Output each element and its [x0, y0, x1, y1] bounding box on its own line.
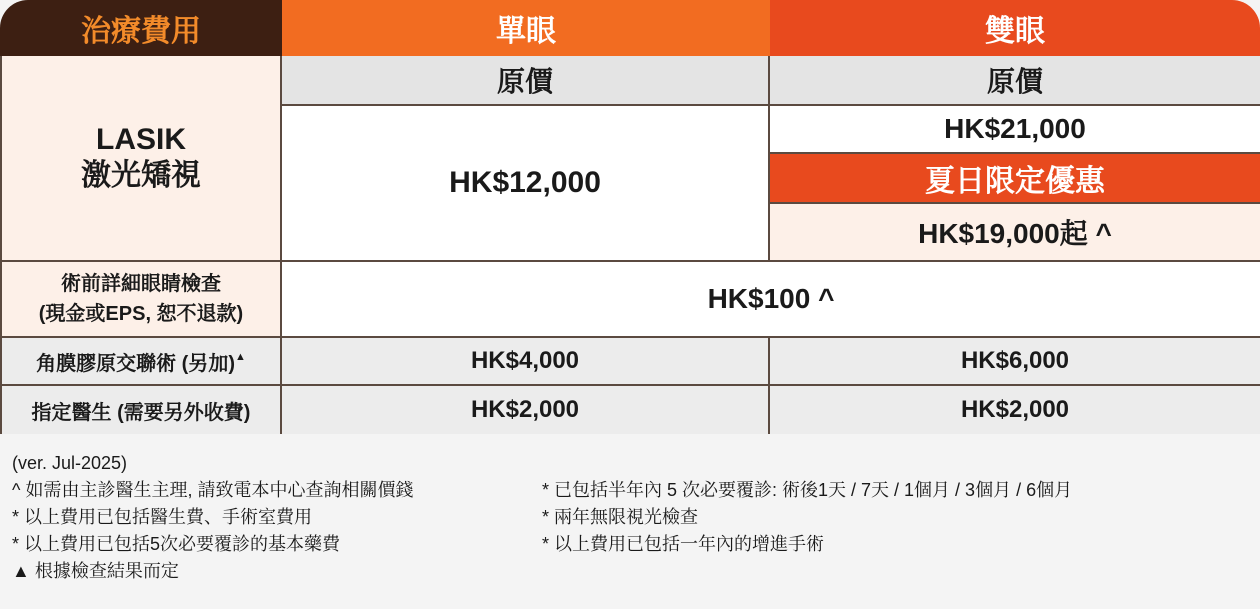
note-item: * 已包括半年內 5 次必要覆診: 術後1天 / 7天 / 1個月 / 3個月 / 6個月	[542, 480, 1073, 500]
summer-promo-price: HK$19,000起 ^	[770, 204, 1260, 262]
preop-exam-price: HK$100 ^	[282, 262, 1260, 338]
notes-left	[12, 450, 413, 585]
lasik-label	[0, 56, 282, 262]
version-note: (ver. Jul-2025)	[12, 453, 128, 473]
double-original-price-label: 原價	[770, 56, 1260, 106]
single-original-price-label: 原價	[282, 56, 770, 106]
note-item: * 兩年無限視光檢查	[542, 507, 699, 527]
crosslinking-label-text: 角膜膠原交聯術 (另加)	[36, 352, 235, 375]
lasik-double-price: HK$21,000	[770, 106, 1260, 154]
preop-label-line1: 術前詳細眼睛檢查	[61, 273, 221, 295]
note-item: * 以上費用已包括醫生費、手術室費用	[12, 507, 313, 527]
notes-right	[542, 477, 1072, 558]
lasik-name-zh: 激光矯視	[81, 159, 201, 192]
header-both-eyes: 雙眼	[770, 0, 1260, 56]
designated-doctor-double-price: HK$2,000	[770, 386, 1260, 434]
note-item: ^ 如需由主診醫生主理, 請致電本中心查詢相關價錢	[12, 480, 414, 500]
crosslinking-single-price: HK$4,000	[282, 338, 770, 386]
designated-doctor-single-price: HK$2,000	[282, 386, 770, 434]
lasik-single-price: HK$12,000	[282, 106, 770, 262]
preop-exam-label	[0, 262, 282, 338]
note-item: * 以上費用已包括5次必要覆診的基本藥費	[12, 534, 341, 554]
note-item: * 以上費用已包括一年內的增進手術	[542, 534, 825, 554]
header-single-eye: 單眼	[282, 0, 770, 56]
crosslinking-label	[0, 338, 282, 386]
triangle-marker-icon: ▲	[235, 351, 246, 363]
lasik-name-en: LASIK	[96, 123, 186, 156]
designated-doctor-label: 指定醫生 (需要另外收費)	[0, 386, 282, 434]
header-treatment-cost: 治療費用	[0, 0, 282, 56]
preop-label-line2: (現金或EPS, 恕不退款)	[38, 303, 244, 325]
note-item: ▲ 根據檢查結果而定	[12, 561, 179, 581]
crosslinking-double-price: HK$6,000	[770, 338, 1260, 386]
summer-promo-title: 夏日限定優惠	[770, 154, 1260, 204]
